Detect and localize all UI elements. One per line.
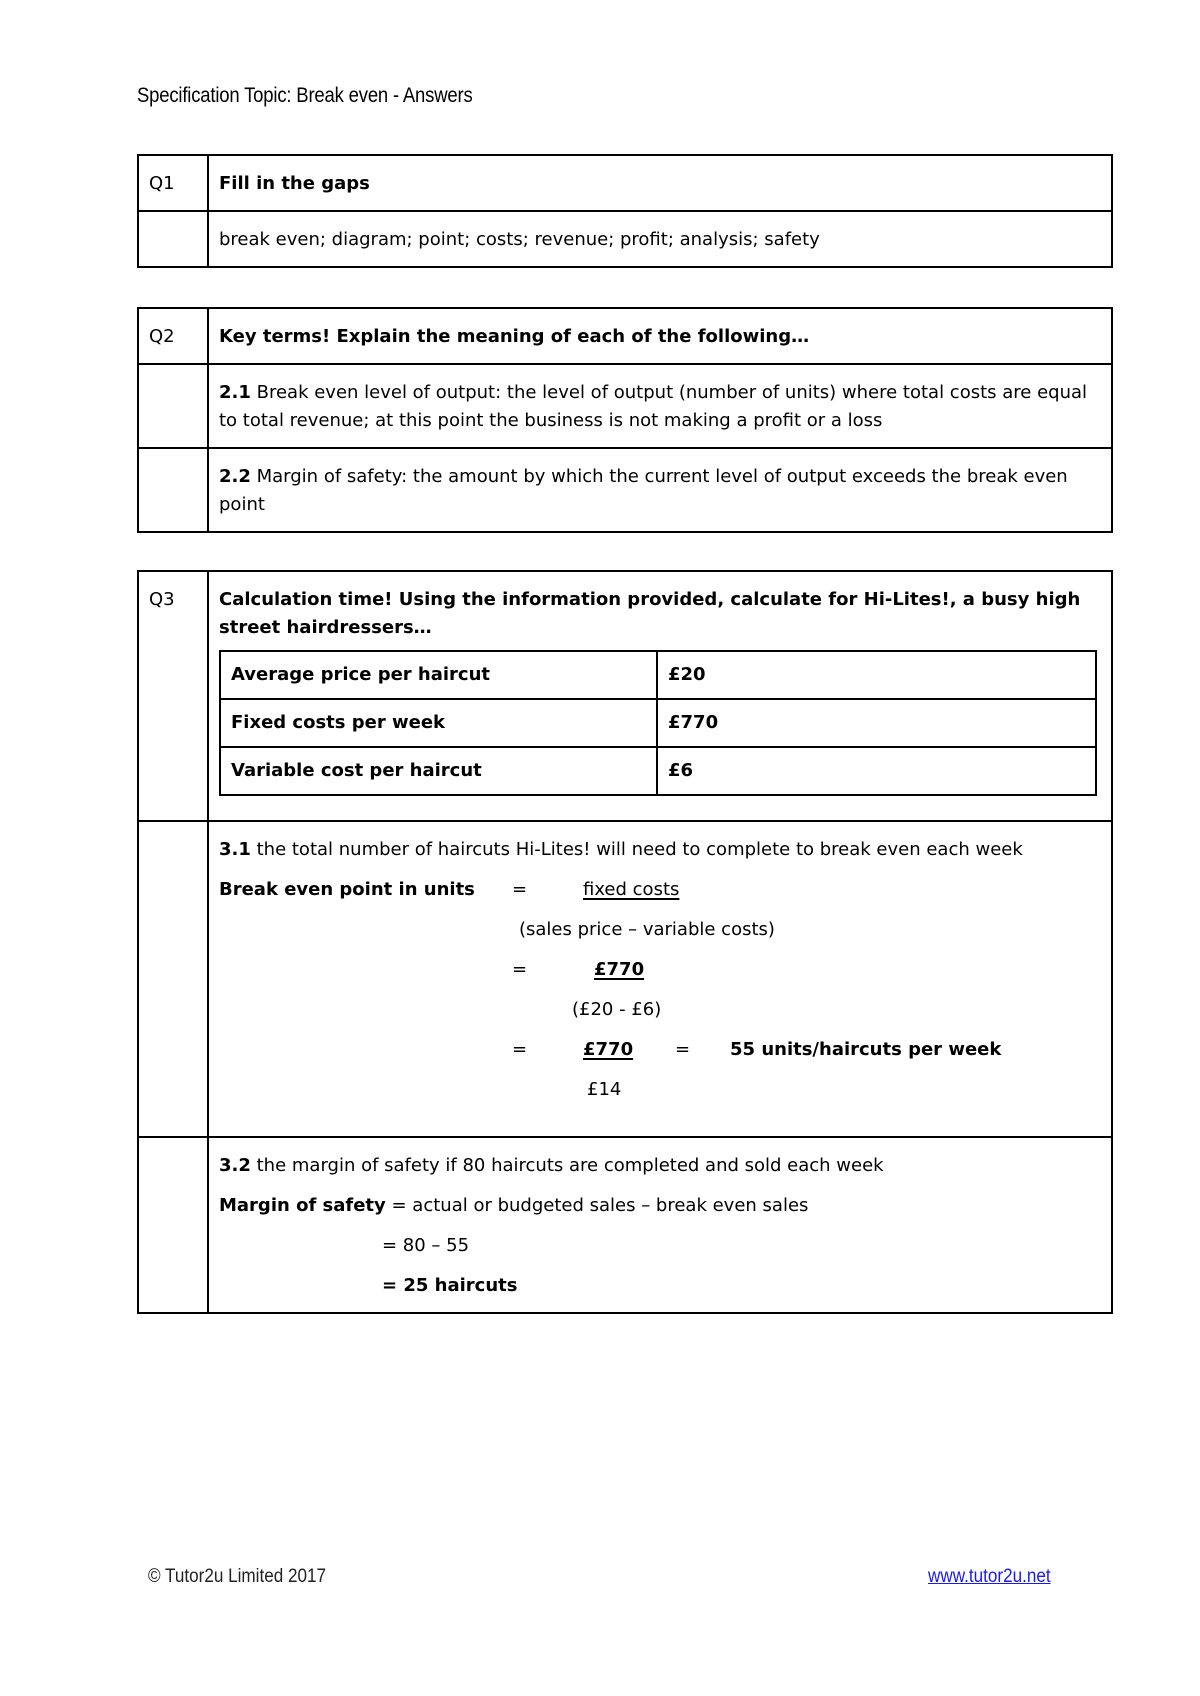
q3-empty-cell [138,821,208,1137]
equals-sign: = [675,1039,691,1060]
q3-table [137,570,1113,1314]
q3-part2-label: 3.2 [219,1155,251,1176]
q1-header-row [138,155,1112,211]
q2-heading: Key terms! Explain the meaning of each of the following… [208,308,1112,364]
q2-item-row [138,364,1112,448]
mos-step1: = 80 – 55 [382,1235,470,1256]
q3-part2-text: the margin of safety if 80 haircuts are completed and sold each week [250,1155,884,1176]
step2-numerator: £770 [594,959,645,980]
mos-formula: = actual or budgeted sales – break even sales [385,1195,809,1216]
q1-empty-cell [138,211,208,267]
q2-item-2-2 [208,448,1112,532]
info-row [220,699,1096,747]
footer-copyright: © Tutor2u Limited 2017 [148,1566,327,1587]
q3-header-cell [208,571,1112,821]
q3-heading: Calculation time! Using the information provided, calculate for Hi-Lites!, a busy high street hairdressers… [219,589,1081,638]
equals-sign: = [512,959,528,980]
info-key: Average price per haircut [220,651,657,699]
q2-item-text: Margin of safety: the amount by which the current level of output exceeds the break even point [219,466,1068,515]
info-row [220,651,1096,699]
equals-sign: = [512,1039,528,1060]
info-key: Variable cost per haircut [220,747,657,795]
q3-part2-prompt [219,1152,1101,1180]
q2-item-row [138,448,1112,532]
q1-answer: break even; diagram; point; costs; revenue; profit; analysis; safety [208,211,1112,267]
info-key: Fixed costs per week [220,699,657,747]
step2-denominator: (£20 - £6) [572,999,662,1020]
step3-numerator: £770 [583,1039,634,1060]
step3-denominator: £14 [587,1079,622,1100]
q2-number: Q2 [138,308,208,364]
q3-part2-cell [208,1137,1112,1313]
q2-empty-cell [138,364,208,448]
page-title: Specification Topic: Break even - Answers [137,84,473,107]
q3-part1-label: 3.1 [219,839,251,860]
mos-line [219,1192,808,1220]
q3-part1-prompt [219,836,1101,864]
q3-part1-cell [208,821,1112,1137]
q2-item-label: 2.2 [219,466,251,487]
q1-heading: Fill in the gaps [208,155,1112,211]
info-value: £770 [657,699,1096,747]
mos-result: = 25 haircuts [382,1275,518,1296]
q2-header-row [138,308,1112,364]
q3-number: Q3 [138,571,208,821]
q2-item-2-1 [208,364,1112,448]
q3-part1-text: the total number of haircuts Hi-Lites! will need to complete to break even each week [250,839,1023,860]
q2-item-text: Break even level of output: the level of output (number of units) where total costs are equal to total revenue; at this point the business is not making a profit or a loss [219,382,1088,431]
bep-label: Break even point in units [219,879,475,900]
info-row [220,747,1096,795]
q3-part2-row [138,1137,1112,1313]
q2-empty-cell [138,448,208,532]
q3-header-row [138,571,1112,821]
break-even-calculation [219,864,1101,1124]
formula-numerator: fixed costs [583,879,680,900]
q1-number: Q1 [138,155,208,211]
q2-item-label: 2.1 [219,382,251,403]
formula-denominator: (sales price – variable costs) [519,919,775,940]
info-value: £20 [657,651,1096,699]
q3-empty-cell [138,1137,208,1313]
q2-table [137,307,1113,533]
q1-table [137,154,1113,268]
break-even-result: 55 units/haircuts per week [730,1039,1002,1060]
q1-answer-row [138,211,1112,267]
q3-part1-row [138,821,1112,1137]
footer-website-link[interactable]: www.tutor2u.net [928,1566,1051,1587]
margin-of-safety-calculation [219,1180,1101,1300]
info-value: £6 [657,747,1096,795]
equals-sign: = [512,879,528,900]
q3-info-table [219,650,1097,796]
mos-label: Margin of safety [219,1195,386,1216]
